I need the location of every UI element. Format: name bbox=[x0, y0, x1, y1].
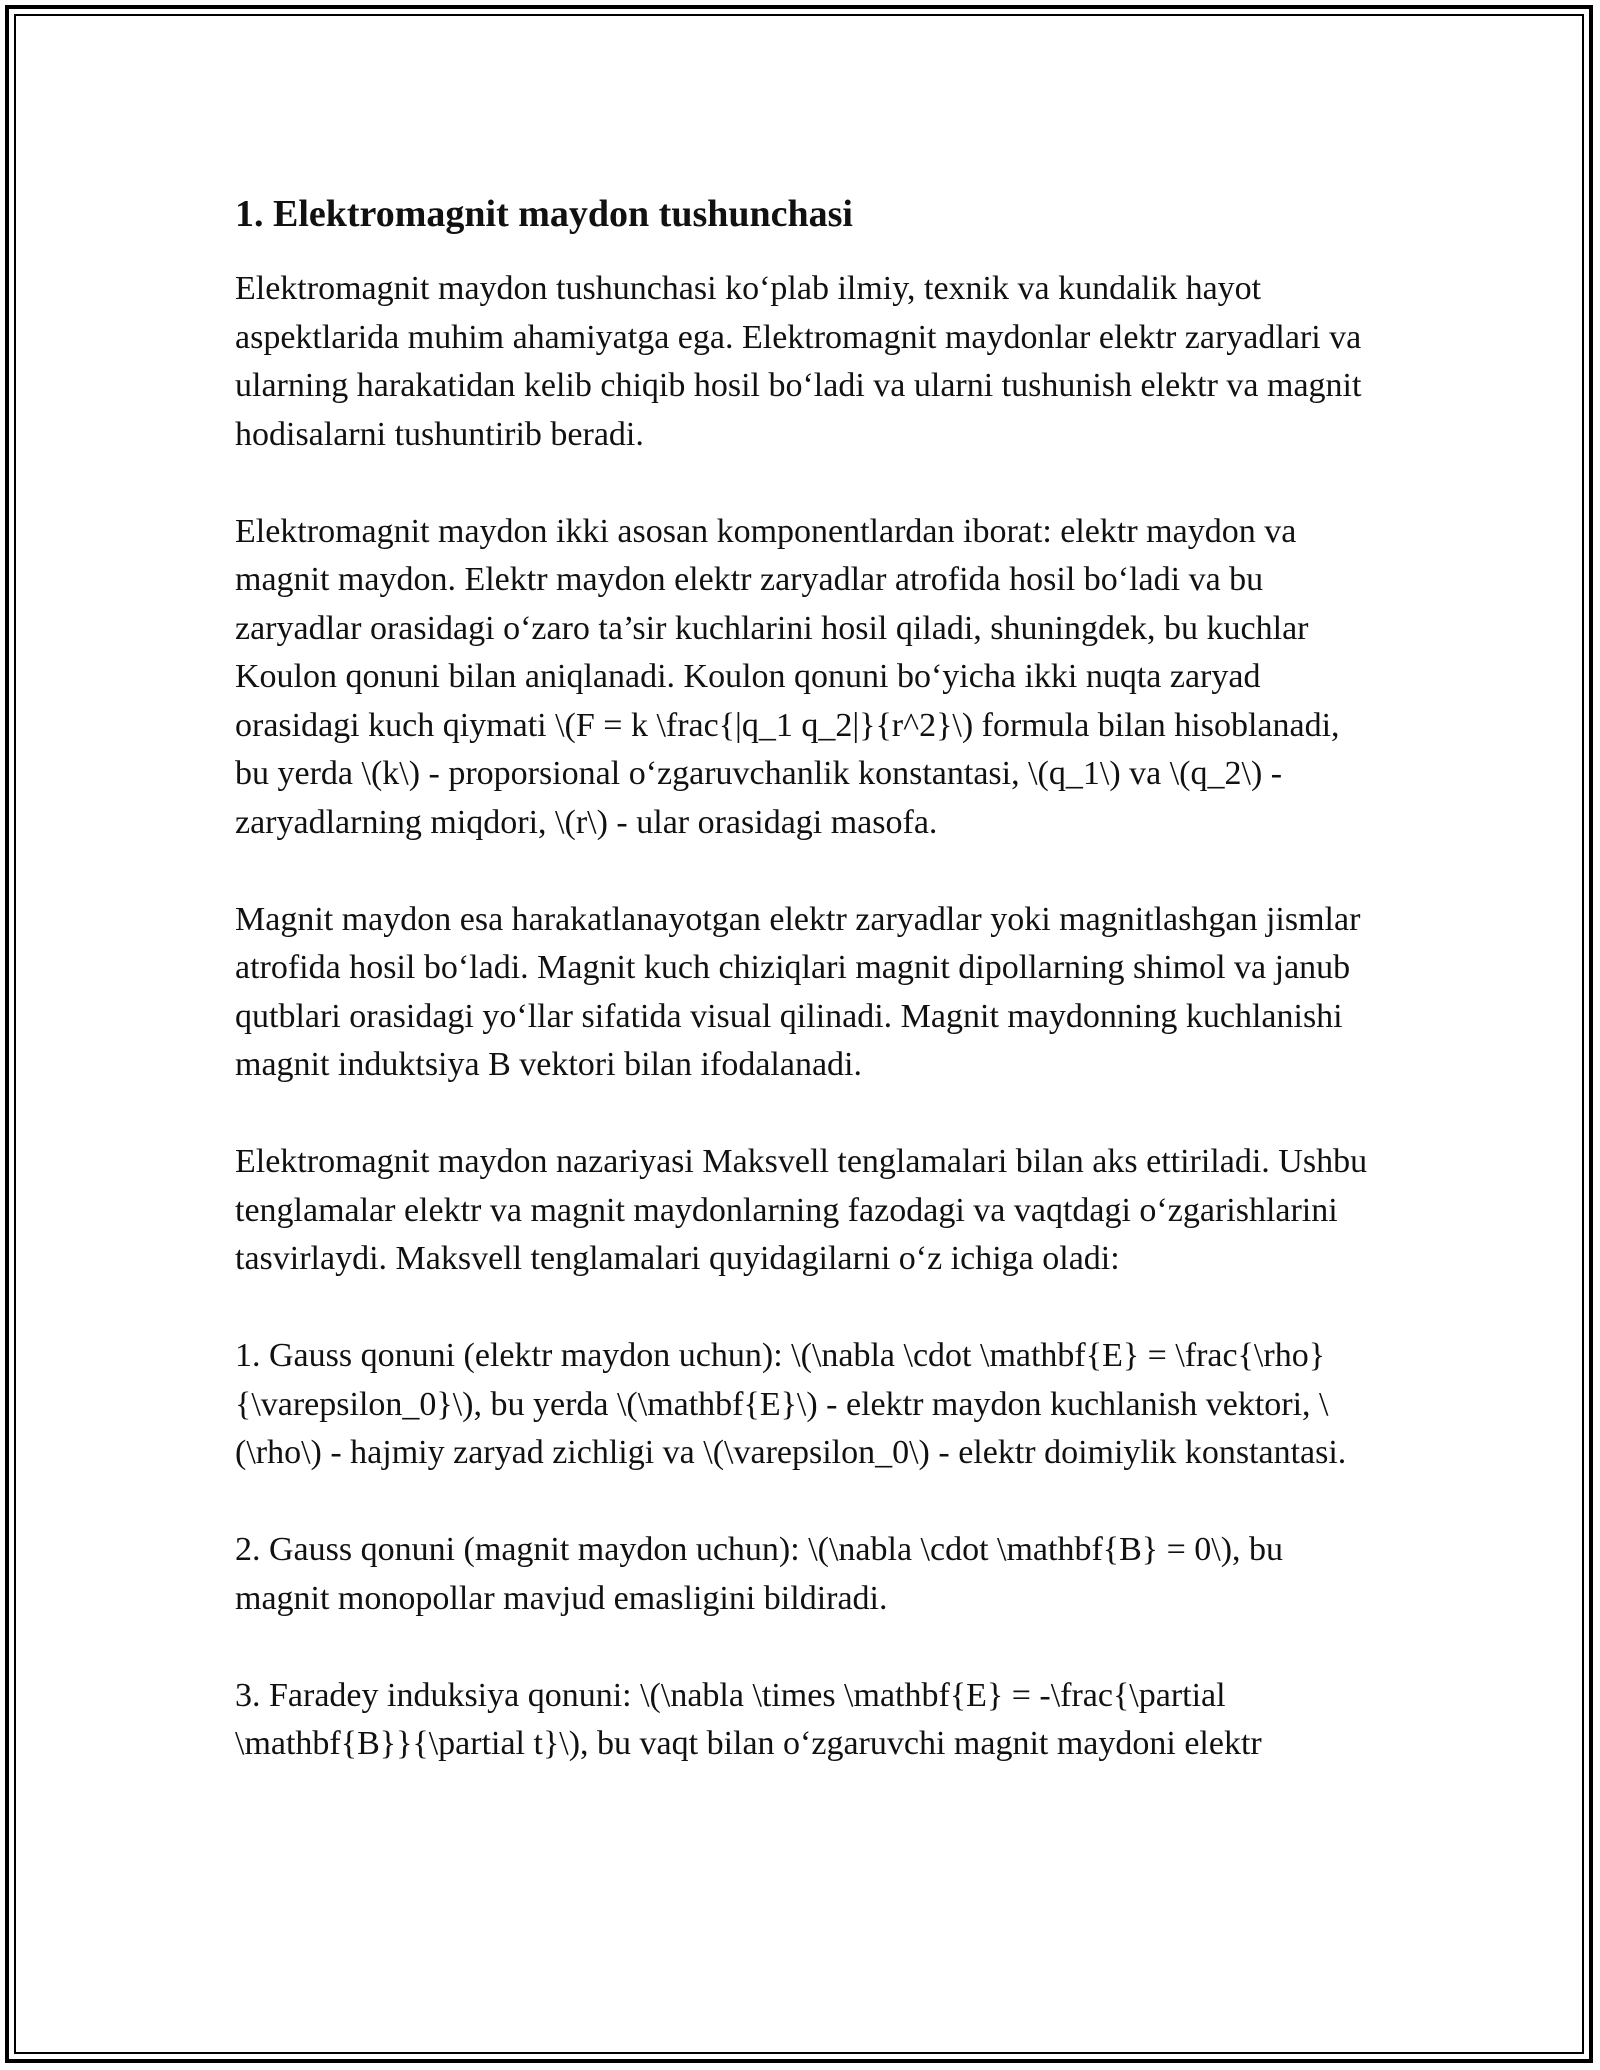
paragraph-gauss-magnetic: 2. Gauss qonuni (magnit maydon uchun): \(\nabla \cdot \mathbf{B} = 0\), bu magnit monopollar mavjud emasligini bildiradi. bbox=[235, 1531, 1284, 1617]
paragraph-faraday: 3. Faradey induksiya qonuni: \(\nabla \times \mathbf{E} = -\frac{\partial \mathbf{B}}{\partial t}\), bu vaqt bilan o‘zgaruvchi magnit maydoni elektr bbox=[235, 1676, 1262, 1762]
section-heading: 1. Elektromagnit maydon tushunchasi bbox=[235, 193, 853, 235]
paragraph-gauss-electric: 1. Gauss qonuni (elektr maydon uchun): \(\nabla \cdot \mathbf{E} = \frac{\rho}{\varepsilon_0}\), bu yerda \(\mathbf{E}\) - elektr maydon kuchlanish vektori, \(\rho\) - hajmiy zaryad zichligi va \(\varepsilon_0\) - elektr doimiylik konstantasi. bbox=[235, 1337, 1347, 1471]
paragraph-intro: Elektromagnit maydon tushunchasi ko‘plab ilmiy, texnik va kundalik hayot aspektlarida muhim ahamiyatga ega. Elektromagnit maydonlar elektr zaryadlari va ularning harakatidan kelib chiqib hosil bo‘ladi va ularni tushunish elektr va magnit hodisalarni tushuntirib beradi. bbox=[235, 270, 1362, 453]
paragraph-electric-field: Elektromagnit maydon ikki asosan komponentlardan iborat: elektr maydon va magnit maydon. Elektr maydon elektr zaryadlar atrofida hosil bo‘ladi va bu zaryadlar orasidagi o‘zaro ta’sir kuchlarini hosil qiladi, shuningdek, bu kuchlar Koulon qonuni bilan aniqlanadi. Koulon qonuni bo‘yicha ikki nuqta zaryad orasidagi kuch qiymati \(F = k \frac{|q_1 q_2|}{r^2}\) formula bilan hisoblanadi, bu yerda \(k\) - proporsional o‘zgaruvchanlik konstantasi, \(q_1\) va \(q_2\) - zaryadlarning miqdori, \(r\) - ular orasidagi masofa. bbox=[235, 512, 1340, 841]
paragraph-maxwell-intro: Elektromagnit maydon nazariyasi Maksvell tenglamalari bilan aks ettiriladi. Ushbu tenglamalar elektr va magnit maydonlarning fazodagi va vaqtdagi o‘zgarishlarini tasvirlaydi. Maksvell tenglamalari quyidagilarni o‘z ichiga oladi: bbox=[235, 1143, 1368, 1277]
document-body bbox=[235, 185, 1375, 1817]
paragraph-magnetic-field: Magnit maydon esa harakatlanayotgan elektr zaryadlar yoki magnitlashgan jismlar atrofida hosil bo‘ladi. Magnit kuch chiziqlari magnit dipollarning shimol va janub qutblari orasidagi yo‘llar sifatida visual qilinadi. Magnit maydonning kuchlanishi magnit induktsiya B vektori bilan ifodalanadi. bbox=[235, 900, 1361, 1083]
